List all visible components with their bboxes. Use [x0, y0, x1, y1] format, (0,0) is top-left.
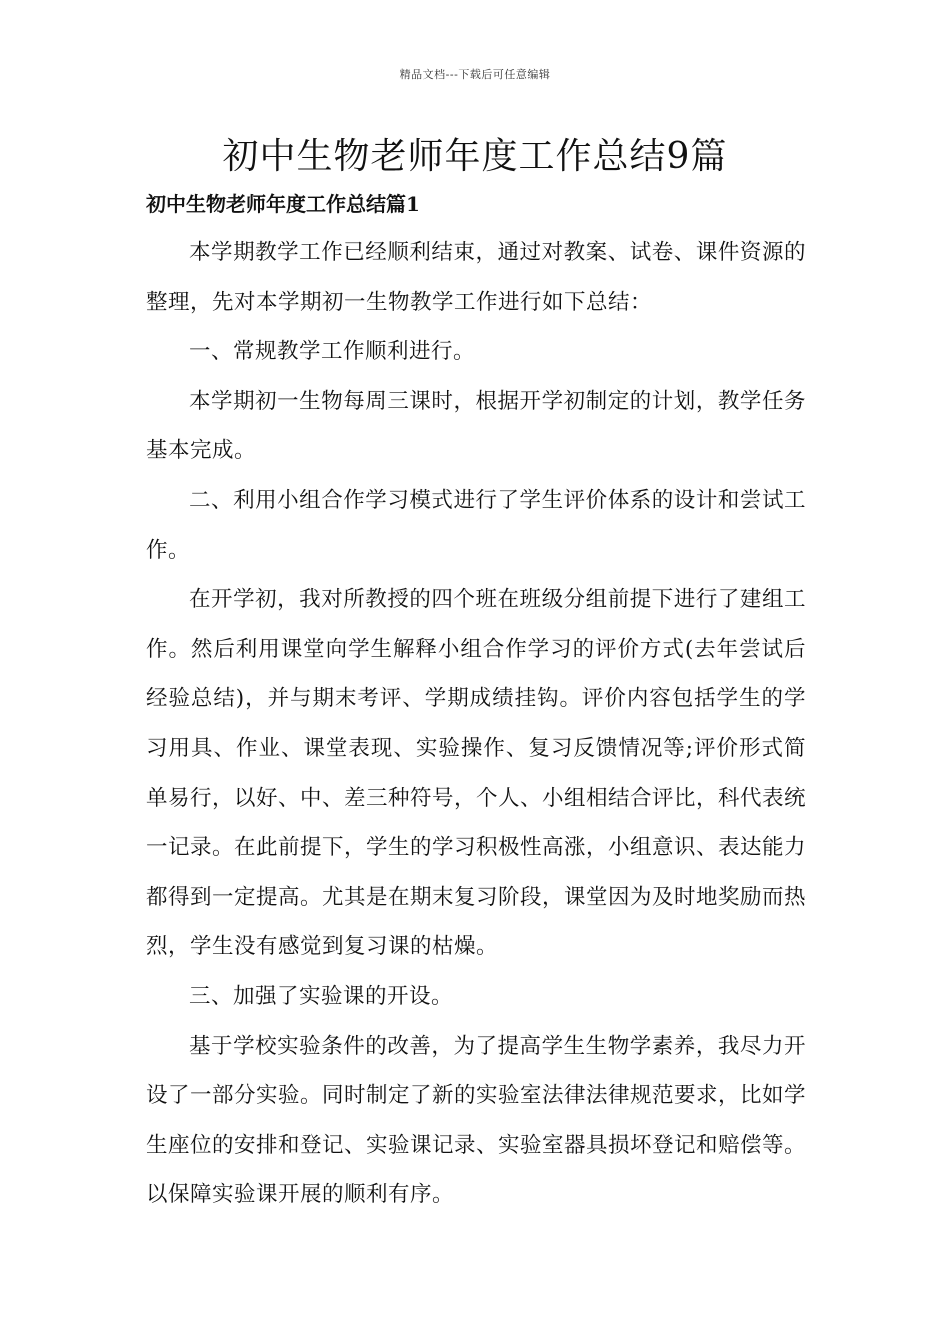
paragraph-intro: 本学期教学工作已经顺利结束，通过对教案、试卷、课件资源的整理，先对本学期初一生物教学工作进行如下总结：: [146, 240, 806, 315]
section-heading: 初中生物老师年度工作总结篇1: [146, 192, 420, 216]
paragraph-heading-3: 三、加强了实验课的开设。: [189, 983, 454, 1009]
paragraph-group-evaluation: 在开学初，我对所教授的四个班在班级分组前提下进行了建组工作。然后利用课堂向学生解释小组合作学习的评价方式(去年尝试后经验总结)，并与期末考评、学期成绩挂钩。评价内容包括学生的学习用具、作业、课堂表现、实验操作、复习反馈情况等;评价形式简单易行，以好、中、差三种符号，个人、小组相结合评比，科代表统一记录。在此前提下，学生的学习积极性高涨，小组意识、表达能力都得到一定提高。尤其是在期末复习阶段，课堂因为及时地奖励而热烈，学生没有感觉到复习课的枯燥。: [146, 587, 807, 960]
paragraph-heading-1: 一、常规教学工作顺利进行。: [189, 339, 476, 365]
paragraph-heading-2: 二、利用小组合作学习模式进行了学生评价体系的设计和尝试工作。: [146, 487, 806, 563]
document-body: [146, 228, 806, 1220]
paragraph-lab-courses: 基于学校实验条件的改善，为了提高学生生物学素养，我尽力开设了一部分实验。同时制定了新的实验室法律法律规范要求，比如学生座位的安排和登记、实验课记录、实验室器具损坏登记和赔偿等。以保障实验课开展的顺利有序。: [146, 1033, 807, 1208]
document-title: 初中生物老师年度工作总结9篇: [222, 136, 728, 177]
paragraph-routine-teaching: 本学期初一生物每周三课时，根据开学初制定的计划，教学任务基本完成。: [146, 388, 806, 464]
header-note: 精品文档---下载后可任意编辑: [399, 68, 551, 81]
